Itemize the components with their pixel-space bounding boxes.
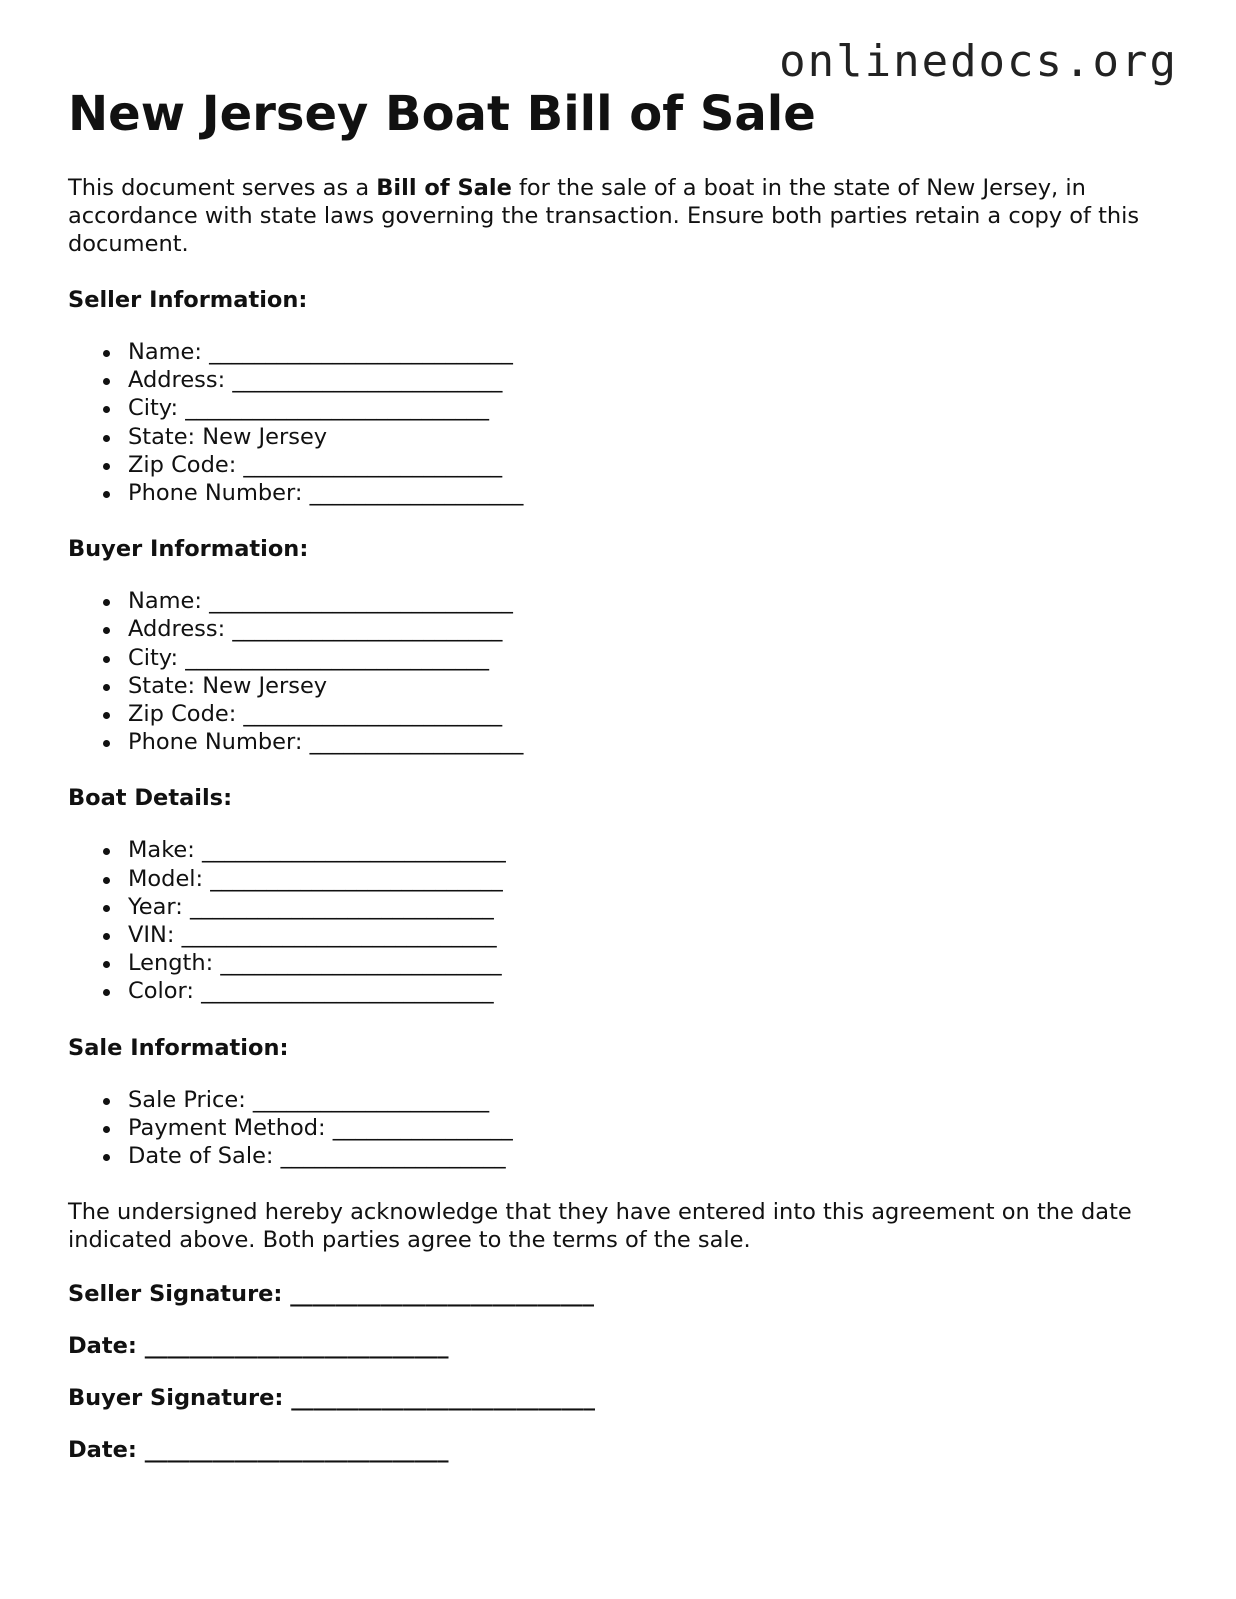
seller-section-heading: Seller Information: [68, 287, 308, 313]
buyer-address-field[interactable]: Address: ________________________ [128, 615, 1178, 643]
buyer-signature-field[interactable]: Buyer Signature: ___________________________ [68, 1385, 595, 1412]
closing-paragraph: The undersigned hereby acknowledge that they have entered into this agreement on the date indicated above. Both parties agree to the terms of the sale. [68, 1199, 1132, 1254]
payment-method-field[interactable]: Payment Method: ________________ [128, 1114, 1178, 1142]
intro-paragraph [68, 174, 1178, 258]
seller-city-field[interactable]: City: ___________________________ [128, 394, 1178, 422]
boat-section-heading: Boat Details: [68, 785, 233, 812]
boat-vin-field[interactable]: VIN: ____________________________ [128, 921, 1178, 949]
seller-name-field[interactable]: Name: ___________________________ [128, 338, 1178, 366]
date-of-sale-field[interactable]: Date of Sale: ____________________ [128, 1142, 1178, 1170]
intro-text-after: for the sale of a boat in the state of New Jersey, in accordance with state laws governing the transaction. Ensure both parties retain a copy of this document. [68, 175, 1140, 257]
intro-text-before: This document serves as a [68, 175, 377, 201]
sale-price-field[interactable]: Sale Price: _____________________ [128, 1086, 1178, 1114]
buyer-section-heading: Buyer Information: [68, 536, 309, 563]
boat-color-field[interactable]: Color: __________________________ [128, 977, 1178, 1005]
buyer-state-field: State: New Jersey [128, 672, 1178, 700]
buyer-zip-field[interactable]: Zip Code: _______________________ [128, 700, 1178, 728]
seller-zip-field[interactable]: Zip Code: _______________________ [128, 451, 1178, 479]
buyer-name-field[interactable]: Name: ___________________________ [128, 587, 1178, 615]
seller-phone-field[interactable]: Phone Number: ___________________ [128, 479, 1178, 507]
boat-make-field[interactable]: Make: ___________________________ [128, 836, 1178, 864]
intro-text-bold: Bill of Sale [376, 175, 512, 201]
buyer-phone-field[interactable]: Phone Number: ___________________ [128, 728, 1178, 756]
boat-list [68, 836, 1178, 1005]
seller-state-field: State: New Jersey [128, 423, 1178, 451]
buyer-date-field[interactable]: Date: ___________________________ [68, 1437, 449, 1464]
boat-length-field[interactable]: Length: _________________________ [128, 949, 1178, 977]
sale-list [68, 1086, 1178, 1171]
document-page [68, 86, 1178, 1462]
sale-section-heading: Sale Information: [68, 1034, 289, 1061]
buyer-city-field[interactable]: City: ___________________________ [128, 644, 1178, 672]
page-title: New Jersey Boat Bill of Sale [68, 86, 816, 142]
seller-signature-field[interactable]: Seller Signature: ___________________________ [68, 1281, 595, 1308]
watermark: onlinedocs.org [779, 36, 1178, 87]
seller-date-field[interactable]: Date: ___________________________ [68, 1333, 449, 1360]
boat-year-field[interactable]: Year: ___________________________ [128, 893, 1178, 921]
seller-address-field[interactable]: Address: ________________________ [128, 366, 1178, 394]
buyer-list [68, 587, 1178, 756]
boat-model-field[interactable]: Model: __________________________ [128, 865, 1178, 893]
seller-list [68, 338, 1178, 507]
